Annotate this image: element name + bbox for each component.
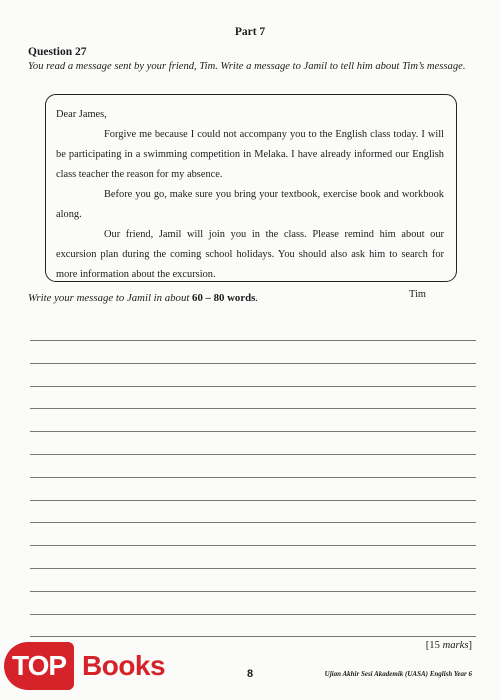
answer-line[interactable] — [30, 431, 476, 432]
answer-line[interactable] — [30, 363, 476, 364]
word-range: 60 – 80 words — [192, 292, 256, 304]
message-greeting: Dear James, — [56, 109, 107, 120]
logo-top-badge: TOP — [4, 642, 74, 690]
footer-title: Ujian Akhir Sesi Akademik (UASA) English Year 6 — [324, 670, 472, 678]
page-number: 8 — [246, 668, 254, 680]
answer-line[interactable] — [30, 636, 476, 637]
marks-label — [426, 640, 472, 651]
write-prompt — [28, 292, 258, 304]
answer-line[interactable] — [30, 568, 476, 569]
message-paragraph-3: Our friend, Jamil will join you in the class. Please remind him about our excursion plan during the coming school holidays. You should also ask him to search for more information about the excursion. — [56, 229, 444, 280]
marks-close: ] — [468, 640, 472, 651]
marks-unit: marks — [442, 640, 469, 651]
write-prompt-text: Write your message to Jamil in about — [28, 292, 193, 304]
question-number: Question 27 — [28, 46, 87, 58]
answer-line[interactable] — [30, 522, 476, 523]
marks-open: [15 — [425, 640, 443, 651]
logo-books-text: Books — [82, 650, 166, 681]
answer-lines[interactable] — [30, 340, 476, 659]
message-paragraph-2: Before you go, make sure you bring your textbook, exercise book and workbook along. — [56, 189, 444, 220]
topbooks-logo — [4, 642, 194, 692]
part-heading: Part 7 — [234, 26, 266, 38]
write-prompt-suffix: . — [255, 292, 259, 304]
answer-line[interactable] — [30, 340, 476, 341]
answer-line[interactable] — [30, 591, 476, 592]
answer-line[interactable] — [30, 454, 476, 455]
message-signature: Tim — [409, 289, 426, 300]
answer-line[interactable] — [30, 614, 476, 615]
answer-line[interactable] — [30, 477, 476, 478]
answer-line[interactable] — [30, 386, 476, 387]
answer-line[interactable] — [30, 500, 476, 501]
answer-line[interactable] — [30, 545, 476, 546]
answer-line[interactable] — [30, 408, 476, 409]
question-instruction: You read a message sent by your friend, Tim. Write a message to Jamil to tell him about Tim’s message. — [28, 61, 466, 72]
message-paragraph-1: Forgive me because I could not accompany you to the English class today. I will be participating in a swimming competition in Melaka. I have already informed our English class teacher the reason for my absence. — [56, 129, 444, 180]
